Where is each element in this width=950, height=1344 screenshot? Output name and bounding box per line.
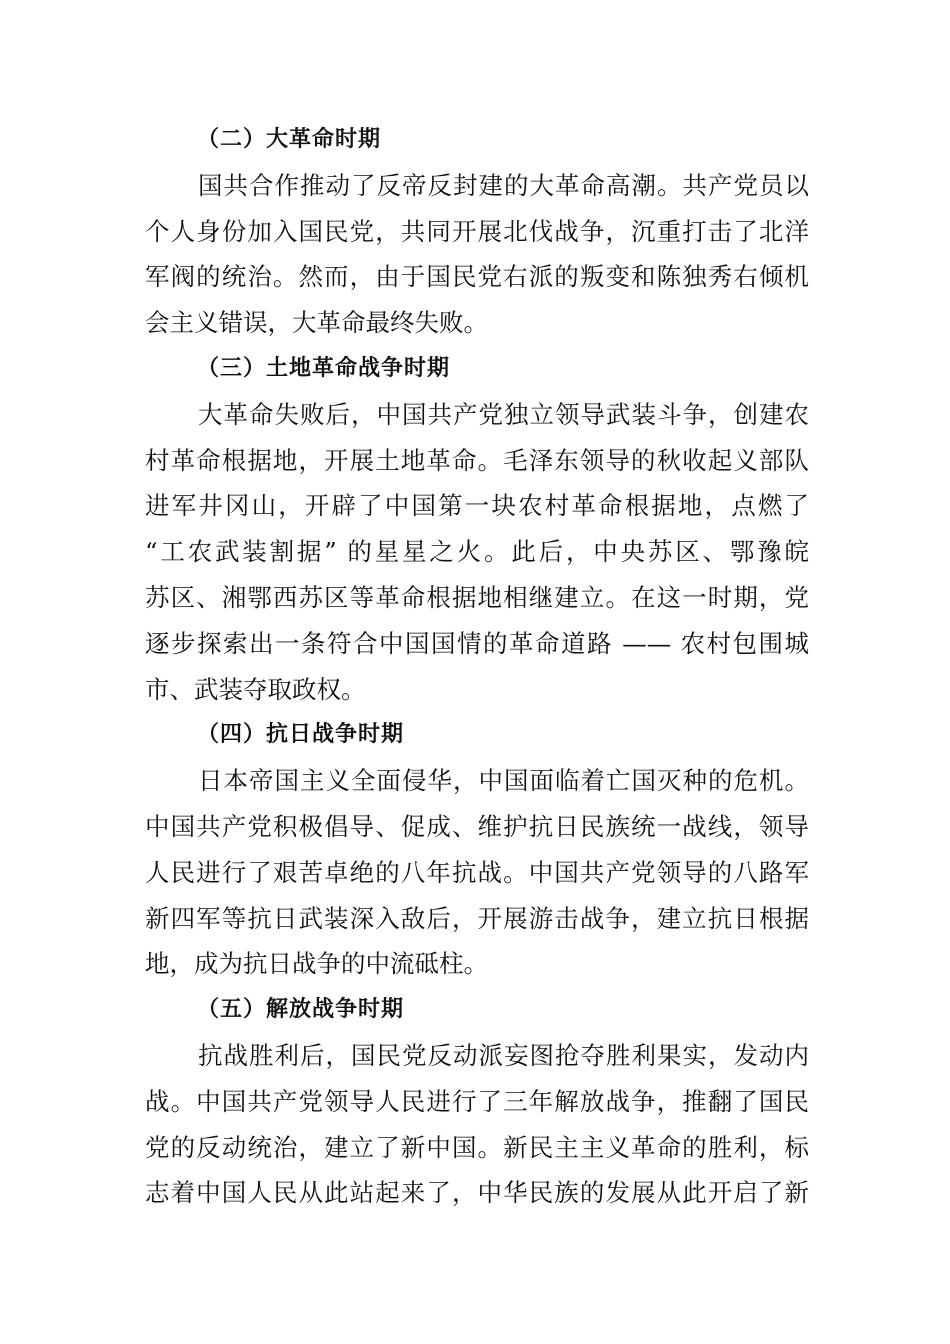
text-line: 地，成为抗日战争的中流砥柱。: [145, 949, 488, 979]
text-line: 军阀的统治。然而，由于国民党右派的叛变和陈独秀右倾机: [145, 262, 809, 292]
text-line: 个人身份加入国民党，共同开展北伐战争，沉重打击了北洋: [145, 216, 809, 246]
text-line: 日本帝国主义全面侵华，中国面临着亡国灭种的危机。: [198, 766, 809, 796]
section-heading-liberation-war: （五）解放战争时期: [197, 996, 405, 1023]
document-body: [145, 117, 809, 1216]
paragraph-anti-japanese-war: [145, 758, 809, 987]
text-line: “工农武装割据” 的星星之火。此后，中央苏区、鄂豫皖: [145, 537, 809, 567]
text-line: 中国共产党积极倡导、促成、维护抗日民族统一战线，领导: [145, 811, 809, 841]
text-line: 逐步探索出一条符合中国国情的革命道路 —— 农村包围城: [145, 628, 809, 658]
text-line: 新四军等抗日武装深入敌后，开展游击战争，建立抗日根据: [145, 903, 809, 933]
paragraph-liberation-war: [145, 1033, 809, 1216]
text-line: 会主义错误，大革命最终失败。: [145, 308, 488, 338]
text-line: 人民进行了艰苦卓绝的八年抗战。中国共产党领导的八路军: [145, 857, 809, 887]
paragraph-great-revolution: [145, 163, 809, 346]
text-line: 苏区、湘鄂西苏区等革命根据地相继建立。在这一时期，党: [145, 582, 809, 612]
text-line: 市、武装夺取政权。: [145, 674, 366, 704]
paragraph-land-revolution: [145, 392, 809, 713]
section-heading-great-revolution: （二）大革命时期: [197, 126, 382, 152]
text-line: 村革命根据地，开展土地革命。毛泽东领导的秋收起义部队: [145, 445, 809, 475]
text-line: 战。中国共产党领导人民进行了三年解放战争，推翻了国民: [145, 1086, 809, 1116]
text-line: 国共合作推动了反帝反封建的大革命高潮。共产党员以: [198, 170, 809, 200]
text-line: 抗战胜利后，国民党反动派妄图抢夺胜利果实，发动内: [198, 1040, 809, 1070]
text-line: 志着中国人民从此站起来了，中华民族的发展从此开启了新: [145, 1178, 809, 1208]
text-line: 进军井冈山，开辟了中国第一块农村革命根据地，点燃了: [145, 491, 809, 521]
section-heading-land-revolution: （三）土地革命战争时期: [197, 354, 451, 381]
text-line: 大革命失败后，中国共产党独立领导武装斗争，创建农: [198, 399, 809, 429]
section-heading-anti-japanese-war: （四）抗日战争时期: [197, 721, 405, 748]
text-line: 党的反动统治，建立了新中国。新民主主义革命的胜利，标: [145, 1132, 809, 1162]
